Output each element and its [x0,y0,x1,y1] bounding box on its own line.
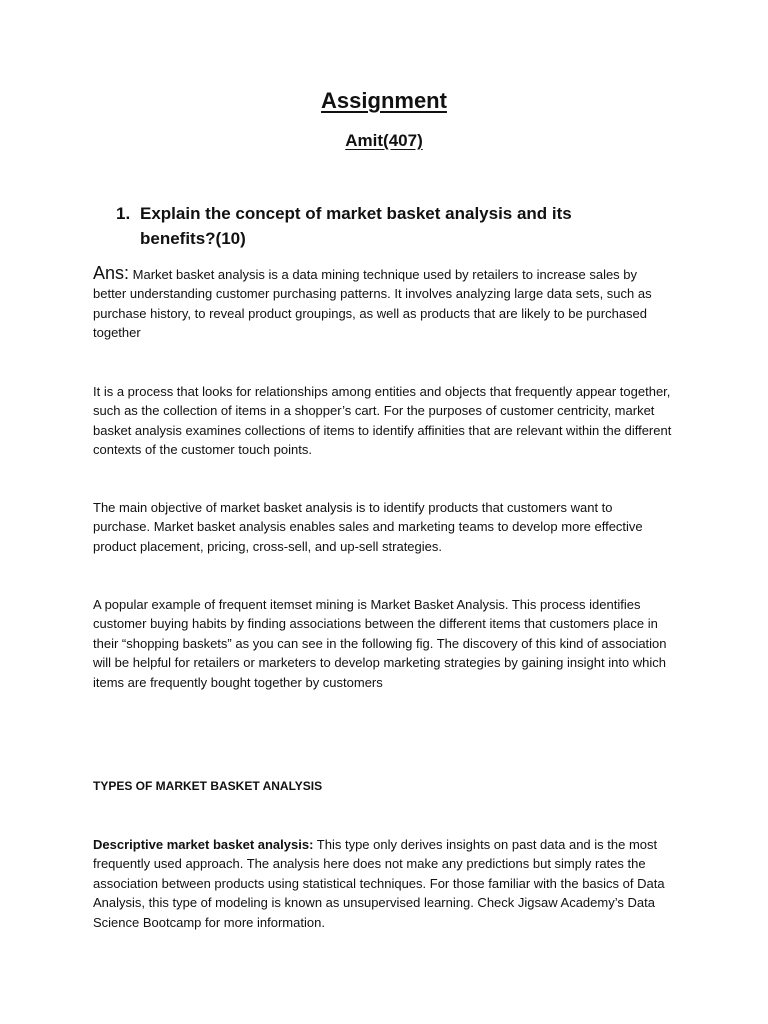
section-heading: TYPES OF MARKET BASKET ANALYSIS [93,779,323,793]
paragraph-example: A popular example of frequent itemset mining is Market Basket Analysis. This process identifies customer buying habits by finding associations between the different items that customers place in their “shopping baskets” as you can see in the following fig. The discovery of this kind of association will be helpful for retailers or marketers to develop marketing strategies by gaining insight into which items are frequently bought together by customers [93,597,667,690]
question-number: 1. [116,204,131,223]
question-text: Explain the concept of market basket analysis and its benefits?(10) [140,204,572,248]
answer-text: Market basket analysis is a data mining technique used by retailers to increase sales by better understanding customer purchasing patterns. It involves analyzing large data sets, such as purchase history, to reveal product groupings, as well as products that are likely to be purchased together [93,267,652,341]
author-name: Amit(407) [345,131,423,150]
descriptive-text: This type only derives insights on past data and is the most frequently used approach. The analysis here does not make any predictions but simply rates the association between products using statistical techniques. For those familiar with the basics of Data Analysis, this type of modeling is known as unsupervised learning. Check Jigsaw Academy’s Data Science Bootcamp for more information. [93,837,665,930]
descriptive-term: Descriptive market basket analysis: [93,837,314,852]
answer-label: Ans: [93,263,130,283]
paragraph-descriptive [93,835,673,932]
document-title: Assignment [321,88,447,113]
paragraph-relationships: It is a process that looks for relationships among entities and objects that frequently appear together, such as the collection of items in a shopper’s cart. For the purposes of customer centricity, market basket analysis examines collections of items to identify affinities that are relevant within the different contexts of the customer touch points. [93,384,672,458]
paragraph-objective: The main objective of market basket analysis is to identify products that customers want to purchase. Market basket analysis enables sales and marketing teams to develop more effective product placement, pricing, cross-sell, and up-sell strategies. [93,500,643,554]
answer-paragraph [93,264,673,343]
question-item [116,201,636,251]
